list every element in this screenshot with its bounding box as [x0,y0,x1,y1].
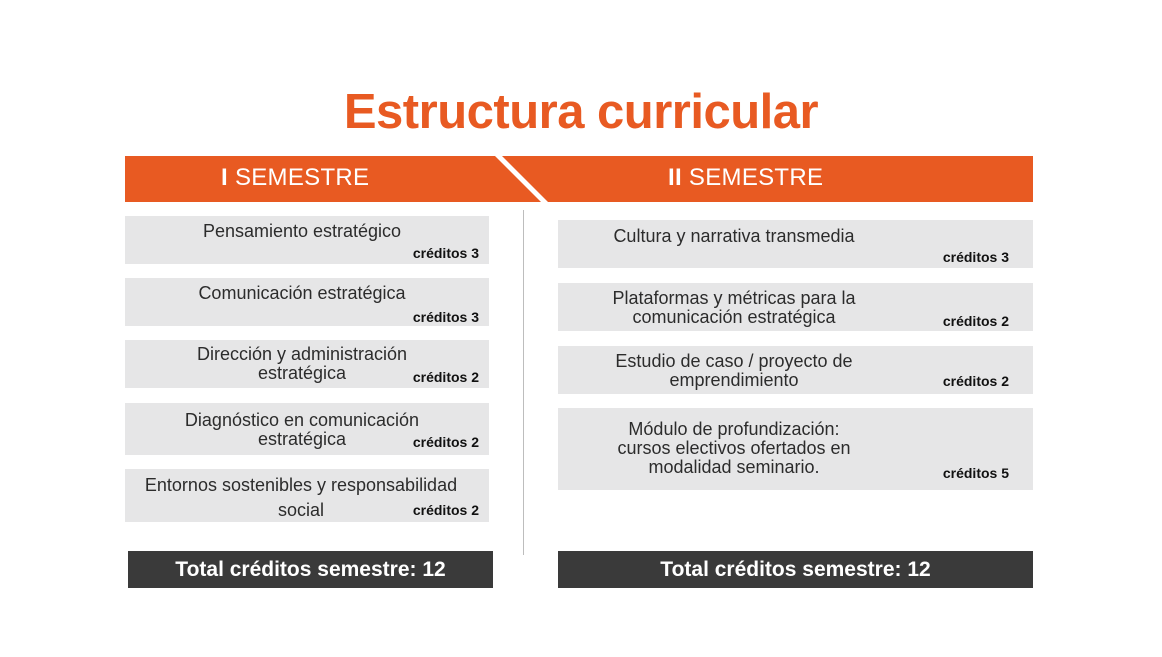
course-card [125,278,489,326]
course-name: Diagnóstico en comunicación estratégica [184,410,420,449]
semester-2-total: Total créditos semestre: 12 [558,551,1033,588]
semester-2-header [668,164,823,192]
course-credits: créditos 3 [412,245,479,261]
course-card [558,220,1033,268]
course-card [558,283,1033,331]
course-name: Cultura y narrativa transmedia [613,226,855,246]
semester-1-roman: I [221,164,228,191]
course-name: Módulo de profundización: cursos electivos ofertados en modalidad seminario. [617,419,851,477]
course-name: Entornos sostenibles y responsabilidad social [144,475,458,520]
course-credits: créditos 2 [412,369,479,385]
course-card [125,403,489,455]
course-card [125,340,489,388]
column-divider [523,210,524,555]
semester-1-label: SEMESTRE [234,164,370,191]
course-card [558,408,1033,490]
course-name: Comunicación estratégica [198,283,406,303]
course-name: Plataformas y métricas para la comunicación estratégica [612,288,856,327]
course-credits: créditos 5 [942,465,1009,481]
course-card [558,346,1033,394]
semester-1-header [221,164,369,192]
semester-2-label: SEMESTRE [688,164,824,191]
course-credits: créditos 3 [942,249,1009,265]
course-credits: créditos 2 [942,373,1009,389]
course-credits: créditos 2 [412,502,479,518]
course-name: Estudio de caso / proyecto de emprendimiento [615,351,853,390]
semester-2-roman: II [668,164,682,191]
course-credits: créditos 2 [412,434,479,450]
course-credits: créditos 3 [412,309,479,325]
semester-1-total: Total créditos semestre: 12 [128,551,493,588]
course-name: Pensamiento estratégico [202,221,402,241]
course-name: Dirección y administración estratégica [196,344,408,383]
page-title: Estructura curricular [343,85,819,139]
course-card [125,216,489,264]
course-credits: créditos 2 [942,313,1009,329]
course-card [125,469,489,522]
